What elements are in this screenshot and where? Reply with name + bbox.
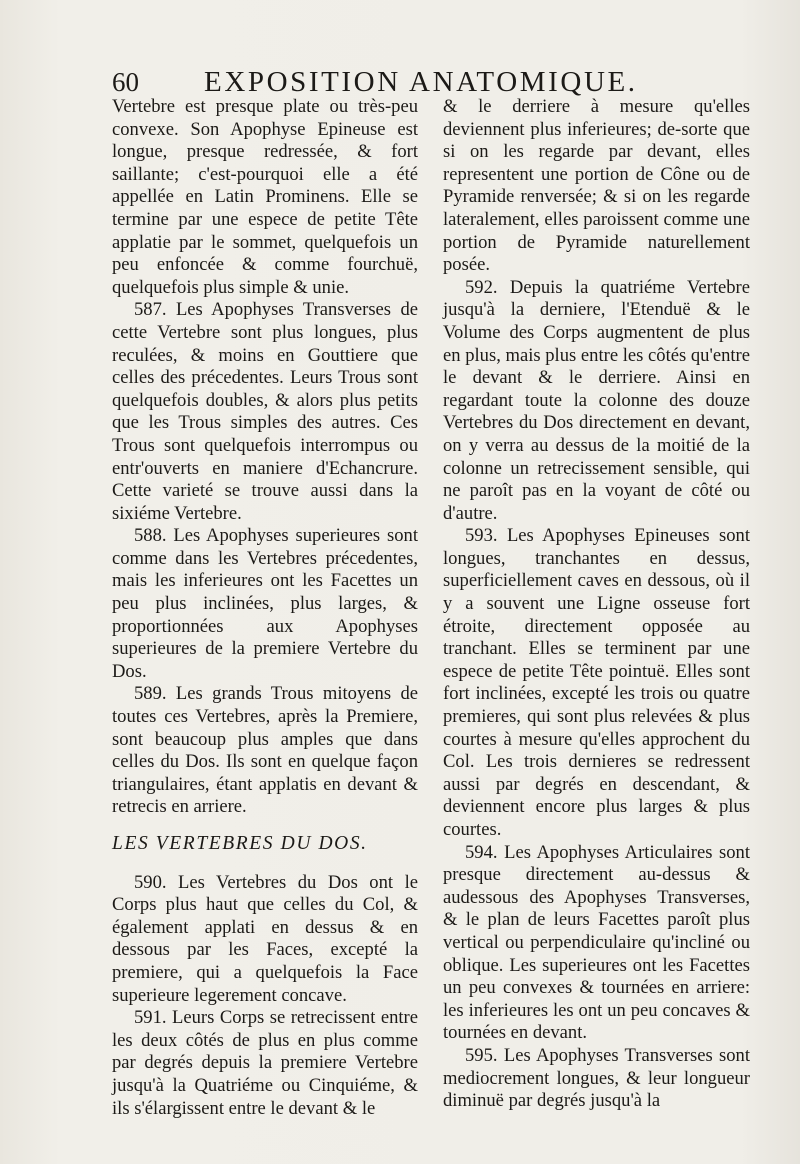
paragraph-continued: Vertebre est presque plate ou très-peu convexe. Son Apophyse Epineuse est longue, presque redressée, & fort saillante; c'est-pourquoi elle a été appellée en Latin Prominens. Elle se termine par une espece de petite Tête applatie par le sommet, quelquefois un peu enfoncée & comme fourchuë, quelquefois plus simple & unie.	[112, 96, 418, 298]
section-heading: LES VERTEBRES DU DOS.	[112, 833, 368, 854]
paragraph-continued-right: & le derriere à mesure qu'elles deviennent plus inferieures; de-sorte que si on les regarde par devant, elles representent une portion de Cône ou de Pyramide renversée; & si on les regarde lateralement, elles paroissent comme une portion de Pyramide naturellement posée.	[443, 96, 750, 276]
paragraph-591: 591. Leurs Corps se retrecissent entre les deux côtés de plus en plus comme par degrés depuis la premiere Vertebre jusqu'à la Quatriéme ou Cinquiéme, & ils s'élargissent entre le devant & le	[112, 1007, 418, 1119]
paragraph-587: 587. Les Apophyses Transverses de cette Vertebre sont plus longues, plus reculées, & moins en Gouttiere que celles des précedentes. Leurs Trous sont quelquefois doubles, & alors plus petits que les Trous simples des autres. Ces Trous sont quelquefois interrompus ou entr'ouverts en maniere d'Echancrure. Cette varieté se trouve aussi dans la sixiéme Vertebre.	[112, 299, 418, 524]
paragraph-589: 589. Les grands Trous mitoyens de toutes ces Vertebres, après la Premiere, sont beaucoup plus amples que dans celles du Dos. Ils sont en quelque façon triangulaires, étant applatis en devant & retrecis en arriere.	[112, 683, 418, 818]
paragraph-592: 592. Depuis la quatriéme Vertebre jusqu'à la derniere, l'Etenduë & le Volume des Corps augmentent de plus en plus, mais plus entre les côtés qu'entre le devant & le derriere. Ainsi en regardant toute la colonne des douze Vertebres du Dos directement en devant, on y verra au dessus de la moitié de la colonne un retrecissement sensible, qui ne paroît pas en la voyant de côté ou d'autre.	[443, 276, 750, 524]
running-title: EXPOSITION ANATOMIQUE.	[204, 66, 638, 98]
paragraph-595: 595. Les Apophyses Transverses sont mediocrement longues, & leur longueur diminuë par degrés jusqu'à la	[443, 1044, 750, 1112]
paragraph-593: 593. Les Apophyses Epineuses sont longues, tranchantes en dessus, superficiellement caves en dessous, où il y a souvent une Ligne osseuse fort étroite, directement opposée au tranchant. Elles se terminent par une espece de petite Tête pointuë. Elles sont fort inclinées, excepté les trois ou quatre premieres, qui sont plus relevées & plus courtes à mesure qu'elles approchent du Col. Les trois dernieres se redressent aussi par degrés en descendant, & deviennent encore plus larges & plus courtes.	[443, 525, 750, 840]
left-column	[112, 96, 418, 1120]
page-number: 60	[112, 67, 139, 97]
paragraph-590: 590. Les Vertebres du Dos ont le Corps plus haut que celles du Col, & également applati en dessus & en dessous par les Faces, excepté la premiere, qui a quelquefois la Face superieure legerement concave.	[112, 871, 418, 1006]
paragraph-594: 594. Les Apophyses Articulaires sont presque directement au-dessus & audessous des Apophyses Transverses, & le plan de leurs Facettes paroît plus vertical ou perpendiculaire qu'incliné ou oblique. Les superieures ont les Facettes un peu convexes & tournées en arriere: les inferieures les ont un peu concaves & tournées en devant.	[443, 841, 750, 1044]
paragraph-588: 588. Les Apophyses superieures sont comme dans les Vertebres précedentes, mais les inferieures ont les Facettes un peu plus inclinées, plus larges, & proportionnées aux Apophyses superieures de la premiere Vertebre du Dos.	[112, 525, 418, 682]
right-column	[443, 96, 750, 1113]
